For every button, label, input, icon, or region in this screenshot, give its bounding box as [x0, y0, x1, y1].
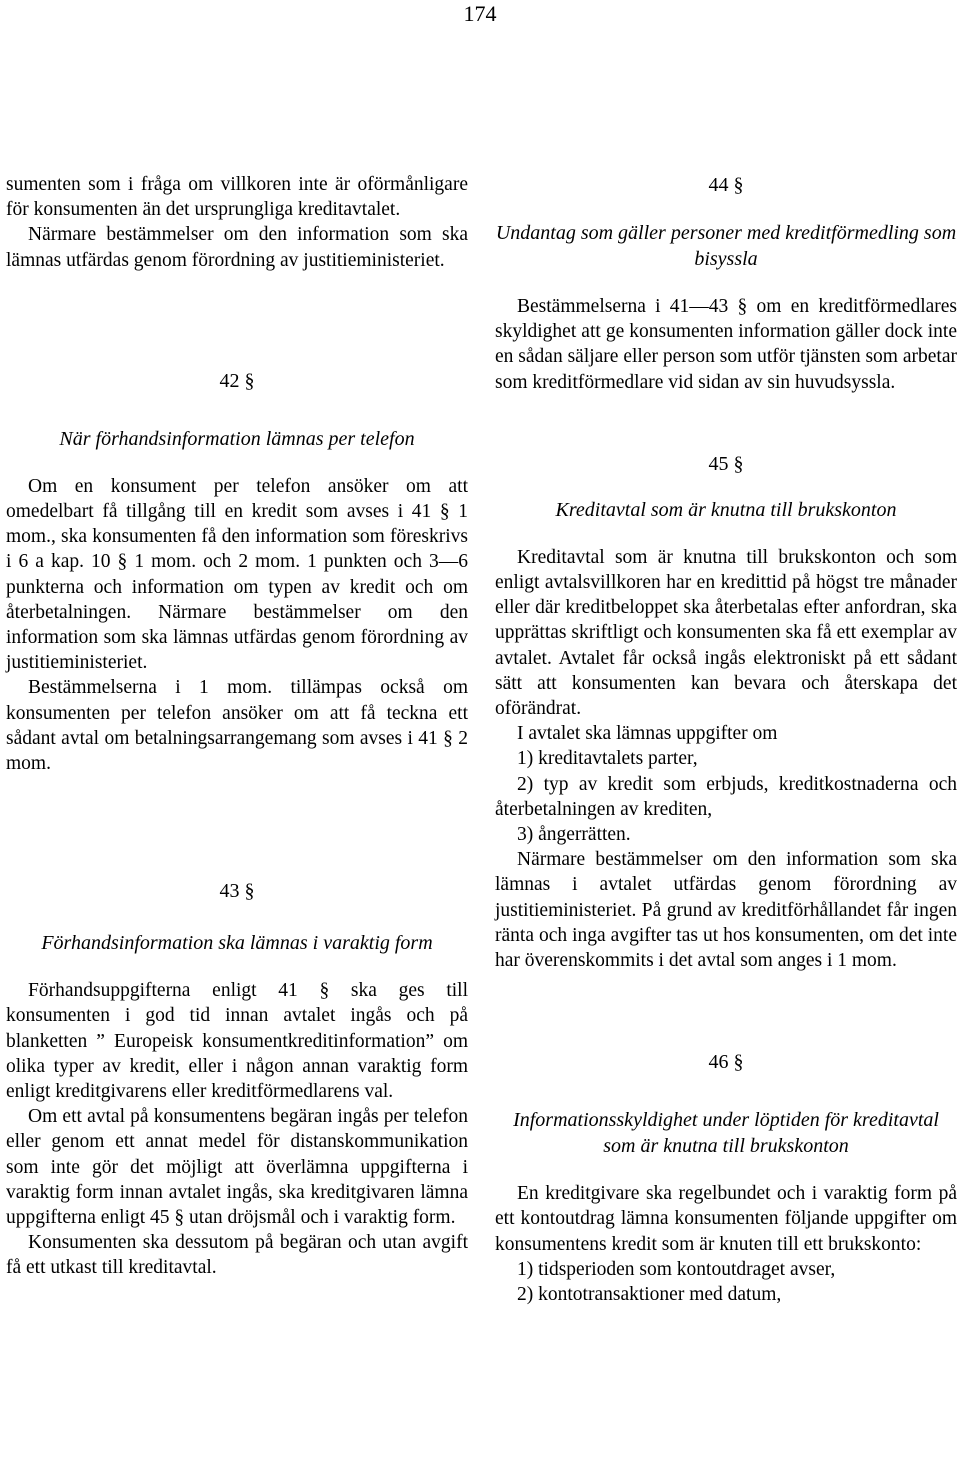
left-column — [6, 172, 468, 1281]
section-number-45: 45 § — [708, 452, 744, 475]
list-item: 2) kontotransaktioner med datum, — [517, 1284, 782, 1306]
paragraph: Närmare bestämmelser om den information som ska lämnas i avtalet utfärdas genom förordning av justitieministeriet. På grund av kreditförhållandet får ingen ränta och inga avgifter tas ut hos konsumenten, om det inte har överenskommits i det avtal som anges i 1 mom. — [495, 849, 957, 972]
paragraph: En kreditgivare ska regelbundet och i varaktig form på ett kontoutdrag lämna konsumenten följande uppgifter om konsumentens kredit som är knuten till ett brukskonto: — [495, 1183, 957, 1255]
paragraph: Konsumenten ska dessutom på begäran och utan avgift få ett utkast till kreditavtal. — [6, 1232, 468, 1279]
section-number-42: 42 § — [219, 369, 255, 392]
paragraph: Bestämmelserna i 1 mom. tillämpas också om konsumenten per telefon ansöker om att få teckna ett sådant avtal om betalningsarrangemang som avses i 41 § 2 mom. — [6, 677, 468, 775]
section-title-42: När förhandsinformation lämnas per telefon — [59, 427, 415, 450]
section-number-43: 43 § — [219, 880, 255, 903]
paragraph: sumenten som i fråga om villkoren inte är oförmånligare för konsumenten än det ursprungliga kreditavtalet. — [6, 174, 468, 221]
paragraph: I avtalet ska lämnas uppgifter om — [517, 723, 778, 745]
section-title-44: Undantag som gäller personer med kreditförmedling som bisyssla — [495, 222, 957, 270]
right-column — [495, 172, 957, 1307]
section-title-43: Förhandsinformation ska lämnas i varaktig form — [41, 932, 433, 955]
list-item: 3) ångerrätten. — [517, 824, 631, 846]
section-number-44: 44 § — [708, 174, 744, 196]
section-title-46: Informationsskyldighet under löptiden för kreditavtal som är knutna till brukskonton — [513, 1109, 939, 1158]
paragraph: Förhandsuppgifterna enligt 41 § ska ges till konsumenten i god tid innan avtalet ingås och på blanketten ” Europeisk konsumentkreditinformation” om olika typer av kredit, eller i någon annan varaktig form enligt kreditgivarens eller kreditförmedlarens val. — [6, 980, 468, 1103]
page-number: 174 — [463, 1, 497, 26]
paragraph: Bestämmelserna i 41—43 § om en kreditförmedlares skyldighet att ge konsumenten information gäller dock inte en sådan säljare eller person som utför tjänsten som arbetar som kreditförmedlare vid sidan av sin huvudsyssla. — [495, 296, 957, 393]
paragraph: Kreditavtal som är knutna till brukskonton och som enligt avtalsvillkoren har en kredittid på högst tre månader eller där kreditbeloppet ska återbetalas efter anfordran, ska upprättas skriftligt och konsumenten ska få ett exemplar av avtalet. Avtalet får också ingås elektroniskt på ett sådant sätt att konsumenten kan bevara och återskapa det oförändrat. — [495, 546, 957, 720]
paragraph: Närmare bestämmelser om den information som ska lämnas utfärdas genom förordning av justitieministeriet. — [6, 224, 468, 271]
section-title-45: Kreditavtal som är knutna till brukskonton — [555, 498, 897, 521]
section-number-46: 46 § — [708, 1051, 744, 1074]
paragraph: Om en konsument per telefon ansöker om att omedelbart få tillgång till en kredit som avses i 41 § 1 mom., ska konsumenten få den information som föreskrivs i 6 a kap. 10 § 1 mom. och 2 mom. 1 punkten och 3—6 punkterna och information om typen av kredit och om återbetalningen. Närmare bestämmelser om den information som ska lämnas utfärdas genom förordning av justitieministeriet. — [6, 475, 468, 674]
paragraph: Om ett avtal på konsumentens begäran ingås per telefon eller genom ett annat medel för distanskommunikation som inte gör det möjligt att överlämna uppgifterna i varaktig form innan avtalet ingås, ska kreditgivaren lämna uppgifterna enligt 45 § utan dröjsmål och i varaktig form. — [6, 1106, 468, 1229]
list-item: 1) kreditavtalets parter, — [517, 748, 698, 770]
list-item: 2) typ av kredit som erbjuds, kreditkostnaderna och återbetalningen av krediten, — [495, 773, 957, 820]
list-item: 1) tidsperioden som kontoutdraget avser, — [517, 1258, 836, 1280]
